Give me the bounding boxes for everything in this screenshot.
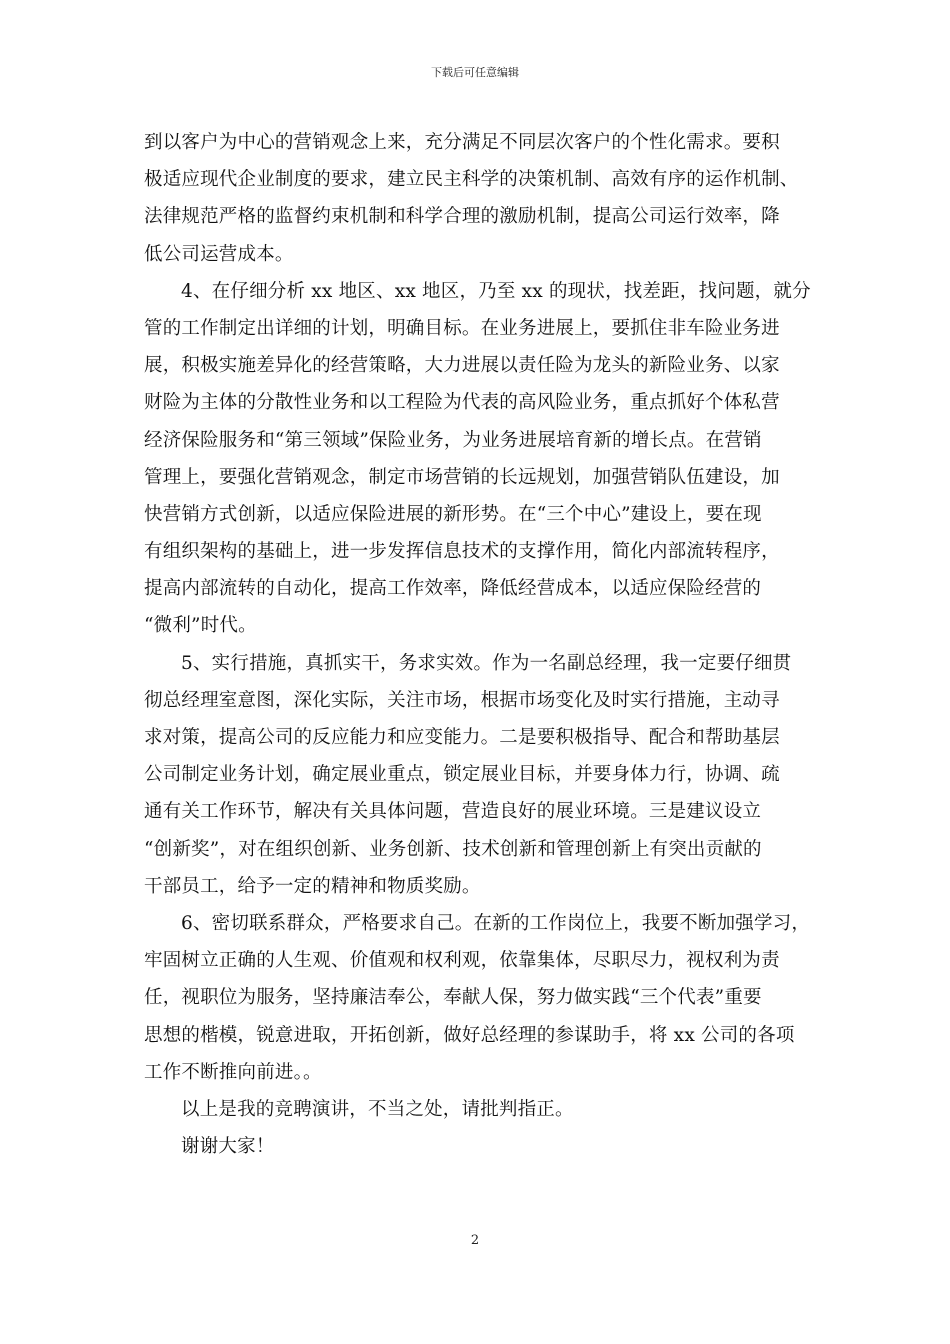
paragraph-start-line: 以上是我的竞聘演讲，不当之处，请批判指正。	[181, 1098, 574, 1120]
text-line: 管理上，要强化营销观念，制定市场营销的长远规划，加强营销队伍建设，加	[144, 466, 780, 488]
text-line: 提高内部流转的自动化，提高工作效率，降低经营成本，以适应保险经营的	[144, 578, 762, 600]
page-number: 2	[470, 1233, 480, 1248]
text-line: 思想的楷模，锐意进取，开拓创新，做好总经理的参谋助手，将 xx 公司的各项	[144, 1024, 795, 1046]
text-line: 彻总经理室意图，深化实际，关注市场，根据市场变化及时实行措施，主动寻	[144, 689, 780, 711]
text-line: 极适应现代企业制度的要求，建立民主科学的决策机制、高效有序的运作机制、	[144, 169, 799, 191]
text-line: 牢固树立正确的人生观、价值观和权利观，依靠集体，尽职尽力，视权利为责	[144, 950, 780, 972]
text-line: 财险为主体的分散性业务和以工程险为代表的高风险业务，重点抓好个体私营	[144, 392, 780, 414]
text-line: 有组织架构的基础上，进一步发挥信息技术的支撑作用，简化内部流转程序，	[144, 541, 780, 563]
paragraph-start-line: 5、实行措施，真抓实干，务求实效。作为一名副总经理，我一定要仔细贯	[181, 652, 792, 674]
paragraph-start-line: 4、在仔细分析 xx 地区、xx 地区，乃至 xx 的现状，找差距，找问题，就分	[181, 280, 811, 302]
text-line: 经济保险服务和“第三领域”保险业务，为业务进展培育新的增长点。在营销	[144, 429, 762, 451]
page-header: 下载后可任意编辑	[431, 66, 519, 79]
text-line: 低公司运营成本。	[144, 243, 294, 265]
text-line: “创新奖”，对在组织创新、业务创新、技术创新和管理创新上有突出贡献的	[144, 838, 762, 860]
text-line: 求对策，提高公司的反应能力和应变能力。二是要积极指导、配合和帮助基层	[144, 727, 780, 748]
text-line: “微利”时代。	[144, 615, 257, 637]
text-line: 管的工作制定出详细的计划，明确目标。在业务进展上，要抓住非车险业务进	[144, 317, 780, 339]
text-line: 任，视职位为服务，坚持廉洁奉公，奉献人保，努力做实践“三个代表”重要	[144, 987, 762, 1009]
document-body	[144, 124, 812, 1165]
text-line: 快营销方式创新，以适应保险进展的新形势。在“三个中心”建设上，要在现	[144, 503, 762, 525]
text-line: 干部员工，给予一定的精神和物质奖励。	[144, 875, 481, 897]
text-line: 到以客户为中心的营销观念上来，充分满足不同层次客户的个性化需求。要积	[144, 132, 780, 153]
text-line: 公司制定业务计划，确定展业重点，锁定展业目标，并要身体力行，协调、疏	[144, 764, 780, 786]
text-line: 法律规范严格的监督约束机制和科学合理的激励机制，提高公司运行效率，降	[144, 206, 780, 228]
paragraph-start-line: 6、密切联系群众，严格要求自己。在新的工作岗位上，我要不断加强学习，	[181, 912, 811, 934]
paragraph-start-line: 谢谢大家！	[181, 1136, 275, 1158]
text-line: 展，积极实施差异化的经营策略，大力进展以责任险为龙头的新险业务、以家	[144, 355, 780, 377]
text-line: 工作不断推向前进。。	[144, 1061, 322, 1083]
text-line: 通有关工作环节，解决有关具体问题，营造良好的展业环境。三是建议设立	[144, 801, 762, 823]
